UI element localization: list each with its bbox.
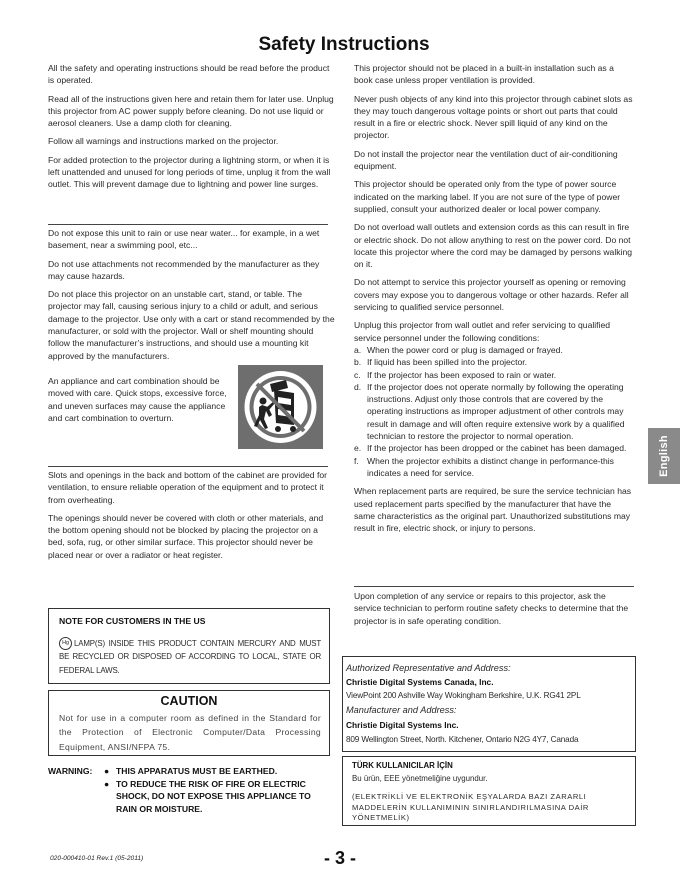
divider [48,466,328,467]
service-conditions [354,344,634,479]
paragraph: This projector should not be placed in a built-in installation such as a book case unless proper ventilation is provided. [354,63,614,86]
warning-item [104,765,330,777]
mercury-hg-icon: Hg [59,637,72,650]
list-marker: d. [354,381,362,392]
paragraph: Do not place this projector on an unstable cart, stand, or table. The projector may fall, causing serious injury to a child or adult, and serious damage to the projector. Use only with a cart or stand recommended by the manufacturer, or sold with the projector. Wall or shelf mounting should follow the manufacturer’s instructions, and should use a mounting kit approved by the manufacturers. [48,289,335,361]
paragraph: Do not install the projector near the ventilation duct of air-conditioning equipment. [354,148,618,172]
cart-warning-text: An appliance and cart combination should be moved with care. Quick stops, excessive force, and uneven surfaces may cause the appliance and cart combination to overturn. [48,376,227,423]
list-marker: b. [354,357,362,368]
list-item [354,442,634,454]
caution-box [48,690,330,756]
page-title: Safety Instructions [258,34,430,55]
paragraph: When replacement parts are required, be sure the service technician has used replacement parts specified by the manufacturer that have the same characteristics as the original part. Unauthorized substitutions may result in fire, electric shock, or injury to persons. [354,486,632,534]
bullet-icon: ● [104,766,110,776]
manufacturer-label: Manufacturer and Address: [346,705,457,715]
warning-item [104,778,330,815]
paragraph: Unplug this projector from wall outlet and refer servicing to qualified service personnel under the following conditions: [354,320,611,343]
list-text: When the power cord or plug is damaged or frayed. [367,344,563,355]
list-marker: f. [354,455,359,466]
paragraph: Do not expose this unit to rain or use near water... for example, in a wet basement, near a swimming pool, etc... [48,228,320,251]
paragraph: All the safety and operating instructions should be read before the product is operated. [48,63,330,86]
list-text: When the projector exhibits a distinct change in performance-this indicates a need for service. [367,455,614,478]
left-slots [48,469,336,567]
paragraph: Do not use attachments not recommended by the manufacturer as they may cause hazards. [48,258,320,281]
list-item [354,369,634,381]
left-water [48,227,336,368]
note-text [59,637,321,677]
completion-text: Upon completion of any service or repairs to this projector, ask the service technician to perform routine safety checks to determine that the projector is in safe operating condition. [354,591,629,626]
turk-line2: (ELEKTRİKLİ VE ELEKTRONİK EŞYALARDA BAZI ZARARLI MADDELERİN KULLANIMININ SINIRLANDIRILMASINA DAİR YÖNETMELİK) [352,792,589,822]
divider [48,224,328,225]
list-item [354,344,634,356]
cart-tipover-icon [238,365,323,449]
paragraph: The openings should never be covered with cloth or other materials, and the bottom opening should not be blocked by placing the projector on a bed, sofa, rug, or other similar surface. This projector should never be placed near or over a radiator or heat register. [48,512,324,560]
list-item [354,381,634,442]
left-intro [48,62,336,197]
list-item [354,356,634,368]
right-column [354,62,634,540]
caution-text: Not for use in a computer room as defined in the Standard for the Protection of Electronic Computer/Data Processing Equipment, ANSI/NFPA 75. [59,713,321,752]
paragraph: Follow all warnings and instructions marked on the projector. [48,136,279,147]
list-text: If the projector has been exposed to rain or water. [367,369,557,380]
paragraph: For added protection to the projector during a lightning storm, or when it is left unattended and unused for long periods of time, unplug it from the wall outlet. This will prevent damage due to lightning and power line surges. [48,154,331,190]
bullet-icon: ● [104,779,110,790]
list-marker: a. [354,344,362,355]
manufacturer-address: 809 Wellington Street, North. Kitchener, Ontario N2G 4Y7, Canada [346,735,579,744]
list-marker: c. [354,369,361,380]
list-marker: e. [354,443,362,454]
rep-name: Christie Digital Systems Canada, Inc. [346,677,494,687]
paragraph: Read all of the instructions given here and retain them for later use. Unplug this projector from AC power supply before cleaning. Do not use liquid or aerosol cleaners. Use a damp cloth for cleaning. [48,93,334,129]
warning-text: THIS APPARATUS MUST BE EARTHED. [116,766,278,776]
page-number: - 3 - [324,848,357,868]
divider [354,586,634,587]
turk-title: TÜRK KULLANICILAR İÇİN [352,761,453,770]
language-tab-label: English [658,435,670,477]
note-title: NOTE FOR CUSTOMERS IN THE US [59,616,206,626]
list-text: If liquid has been spilled into the projector. [367,357,528,368]
language-tab [648,428,680,484]
warning-label: WARNING: [48,766,93,776]
list-item [354,455,634,480]
document-code: 020-000410-01 Rev.1 (05-2011) [50,855,144,862]
authorized-representative-box [342,656,636,752]
caution-title: CAUTION [160,694,218,708]
paragraph: This projector should be operated only from the type of power source indicated on the marking label. If you are not sure of the type of power supplied, consult your authorized dealer or local power company. [354,179,621,214]
note-body: LAMP(S) INSIDE THIS PRODUCT CONTAIN MERCURY AND MUST BE RECYCLED OR DISPOSED OF ACCORDING TO LOCAL, STATE OR FEDERAL LAWS. [59,639,321,675]
list-text: If the projector does not operate normally by following the operating instructions. Adjust only those controls that are covered by the operating instructions as improper adjustment of other controls may result in damage and will often require extensive work by a qualified technician to restore the projector to normal operation. [367,381,625,442]
warning-list [104,765,330,815]
paragraph: Do not overload wall outlets and extension cords as this can result in fire or electric shock. Do not allow anything to rest on the power cord. Do not locate this projector where the cord may be damaged by persons walking on it. [354,222,633,270]
warning-text: TO REDUCE THE RISK OF FIRE OR ELECTRIC SHOCK, DO NOT EXPOSE THIS APPLIANCE TO RAIN OR MOISTURE. [116,779,311,814]
paragraph: Never push objects of any kind into this projector through cabinet slots as they may touch dangerous voltage points or short out parts that could result in a fire or electric shock. Never spill liquid of any kind on the projector. [354,93,633,141]
paragraph: Slots and openings in the back and bottom of the cabinet are provided for ventilation, to ensure reliable operation of the equipment and to protect it from overheating. [48,470,328,505]
us-customers-note [48,608,330,684]
rep-address: ViewPoint 200 Ashville Way Wokingham Berkshire, U.K. RG41 2PL [346,691,581,700]
list-text: If the projector has been dropped or the cabinet has been damaged. [367,443,627,454]
turk-line1: Bu ürün, EEE yönetmeliğine uygundur. [352,774,488,783]
manufacturer-name: Christie Digital Systems Inc. [346,720,459,730]
turkish-users-box [342,756,636,826]
rep-label: Authorized Representative and Address: [346,663,511,673]
paragraph: Do not attempt to service this projector yourself as opening or removing covers may expose you to dangerous voltage or other hazards. Refer all servicing to qualified service personnel. [354,277,629,313]
